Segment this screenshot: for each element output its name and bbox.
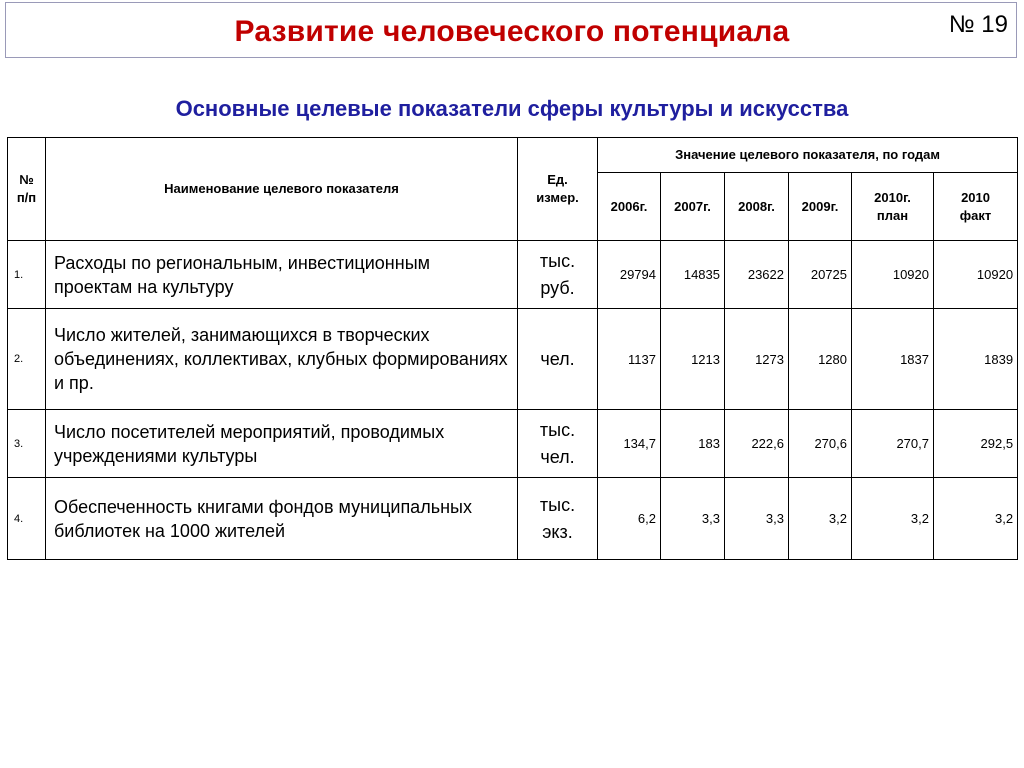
row-value: 1273 [725, 309, 789, 410]
header-year: 2009г. [789, 173, 852, 241]
page-title: Развитие человеческого потенциала [234, 15, 790, 48]
header-year: 2010 факт [934, 173, 1018, 241]
row-value: 1837 [852, 309, 934, 410]
row-value: 1280 [789, 309, 852, 410]
row-value: 10920 [934, 241, 1018, 309]
row-unit: чел. [518, 309, 598, 410]
row-value: 6,2 [598, 478, 661, 560]
row-value: 3,3 [725, 478, 789, 560]
row-value: 270,7 [852, 410, 934, 478]
row-value: 3,2 [789, 478, 852, 560]
row-value: 10920 [852, 241, 934, 309]
row-name: Число жителей, занимающихся в творческих объединениях, коллективах, клубных формированиях и пр. [46, 309, 518, 410]
header-num: № п/п [8, 138, 46, 241]
row-value: 292,5 [934, 410, 1018, 478]
header-name: Наименование целевого показателя [46, 138, 518, 241]
table-row [8, 309, 1018, 410]
row-name: Число посетителей мероприятий, проводимых учреждениями культуры [46, 410, 518, 478]
row-num: 1. [8, 241, 46, 309]
table-subtitle: Основные целевые показатели сферы культуры и искусства [175, 96, 849, 121]
header-year: 2006г. [598, 173, 661, 241]
row-value: 222,6 [725, 410, 789, 478]
row-value: 1839 [934, 309, 1018, 410]
row-unit: тыс. экз. [518, 478, 598, 560]
slide-number: № 19 [948, 11, 1008, 38]
header-unit: Ед. измер. [518, 138, 598, 241]
header-row-1 [8, 138, 1018, 173]
header-values-group: Значение целевого показателя, по годам [598, 138, 1018, 173]
row-name: Обеспеченность книгами фондов муниципальных библиотек на 1000 жителей [46, 478, 518, 560]
indicators-table [7, 137, 1018, 560]
row-value: 183 [661, 410, 725, 478]
row-value: 20725 [789, 241, 852, 309]
row-value: 1213 [661, 309, 725, 410]
table-row [8, 478, 1018, 560]
row-num: 3. [8, 410, 46, 478]
row-unit: тыс. чел. [518, 410, 598, 478]
header-year: 2007г. [661, 173, 725, 241]
row-value: 29794 [598, 241, 661, 309]
row-num: 2. [8, 309, 46, 410]
header-year: 2008г. [725, 173, 789, 241]
row-value: 3,2 [934, 478, 1018, 560]
row-value: 1137 [598, 309, 661, 410]
table-row [8, 241, 1018, 309]
row-value: 270,6 [789, 410, 852, 478]
table-row [8, 410, 1018, 478]
row-num: 4. [8, 478, 46, 560]
row-value: 3,2 [852, 478, 934, 560]
header-year: 2010г. план [852, 173, 934, 241]
row-value: 14835 [661, 241, 725, 309]
row-unit: тыс. руб. [518, 241, 598, 309]
title-box [5, 2, 1017, 58]
row-value: 3,3 [661, 478, 725, 560]
row-value: 23622 [725, 241, 789, 309]
row-value: 134,7 [598, 410, 661, 478]
row-name: Расходы по региональным, инвестиционным проектам на культуру [46, 241, 518, 309]
